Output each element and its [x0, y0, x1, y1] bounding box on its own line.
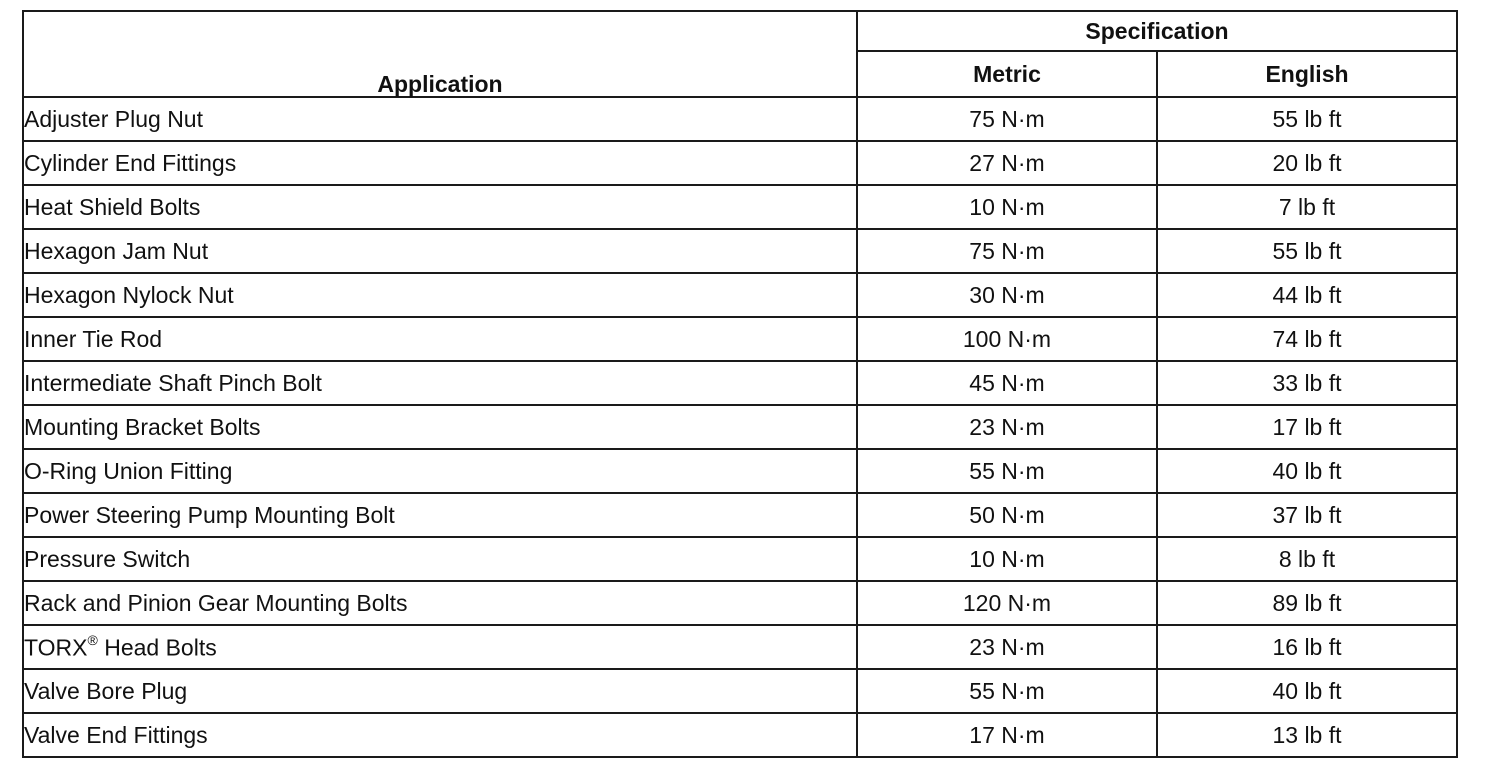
cell-application: Power Steering Pump Mounting Bolt	[23, 493, 857, 537]
cell-metric: 30 N·m	[857, 273, 1157, 317]
cell-english: 37 lb ft	[1157, 493, 1457, 537]
cell-application: Cylinder End Fittings	[23, 141, 857, 185]
cell-application: Rack and Pinion Gear Mounting Bolts	[23, 581, 857, 625]
cell-application: Pressure Switch	[23, 537, 857, 581]
table-row	[23, 405, 1457, 449]
cell-application-suffix: Head Bolts	[97, 634, 217, 661]
cell-application: Hexagon Nylock Nut	[23, 273, 857, 317]
cell-metric: 55 N·m	[857, 669, 1157, 713]
cell-application: Heat Shield Bolts	[23, 185, 857, 229]
header-english: English	[1157, 51, 1457, 97]
cell-metric: 100 N·m	[857, 317, 1157, 361]
cell-english: 16 lb ft	[1157, 625, 1457, 669]
cell-english: 8 lb ft	[1157, 537, 1457, 581]
table-row	[23, 229, 1457, 273]
cell-metric: 10 N·m	[857, 537, 1157, 581]
cell-english: 20 lb ft	[1157, 141, 1457, 185]
cell-application: Inner Tie Rod	[23, 317, 857, 361]
cell-english: 74 lb ft	[1157, 317, 1457, 361]
registered-mark: ®	[87, 631, 98, 648]
cell-english: 40 lb ft	[1157, 449, 1457, 493]
table-header	[23, 11, 1457, 97]
cell-metric: 75 N·m	[857, 97, 1157, 141]
cell-metric: 120 N·m	[857, 581, 1157, 625]
table-row	[23, 317, 1457, 361]
cell-application: Hexagon Jam Nut	[23, 229, 857, 273]
cell-english: 44 lb ft	[1157, 273, 1457, 317]
cell-english: 13 lb ft	[1157, 713, 1457, 757]
cell-metric: 23 N·m	[857, 405, 1157, 449]
table-row	[23, 97, 1457, 141]
header-application: Application	[23, 11, 857, 97]
cell-metric: 17 N·m	[857, 713, 1157, 757]
table-row	[23, 493, 1457, 537]
cell-metric: 23 N·m	[857, 625, 1157, 669]
cell-metric: 50 N·m	[857, 493, 1157, 537]
cell-metric: 27 N·m	[857, 141, 1157, 185]
cell-application: Valve Bore Plug	[23, 669, 857, 713]
table-row	[23, 669, 1457, 713]
header-specification: Specification	[857, 11, 1457, 51]
cell-application: Adjuster Plug Nut	[23, 97, 857, 141]
torque-specification-table	[22, 10, 1458, 758]
table-row	[23, 361, 1457, 405]
table-body	[23, 97, 1457, 757]
cell-english: 17 lb ft	[1157, 405, 1457, 449]
table-row	[23, 713, 1457, 757]
cell-application: Mounting Bracket Bolts	[23, 405, 857, 449]
cell-english: 7 lb ft	[1157, 185, 1457, 229]
table-row	[23, 185, 1457, 229]
cell-metric: 75 N·m	[857, 229, 1157, 273]
cell-metric: 55 N·m	[857, 449, 1157, 493]
table-row	[23, 141, 1457, 185]
cell-english: 55 lb ft	[1157, 229, 1457, 273]
table-row	[23, 581, 1457, 625]
table-row	[23, 449, 1457, 493]
cell-english: 33 lb ft	[1157, 361, 1457, 405]
cell-metric: 10 N·m	[857, 185, 1157, 229]
cell-application	[23, 625, 857, 669]
cell-application-text: TORX	[24, 634, 88, 661]
cell-english: 40 lb ft	[1157, 669, 1457, 713]
header-metric: Metric	[857, 51, 1157, 97]
cell-english: 89 lb ft	[1157, 581, 1457, 625]
cell-application: Valve End Fittings	[23, 713, 857, 757]
cell-english: 55 lb ft	[1157, 97, 1457, 141]
header-row-top	[23, 11, 1457, 51]
table-row	[23, 625, 1457, 669]
cell-metric: 45 N·m	[857, 361, 1157, 405]
cell-application: O-Ring Union Fitting	[23, 449, 857, 493]
table-row	[23, 273, 1457, 317]
cell-application: Intermediate Shaft Pinch Bolt	[23, 361, 857, 405]
table-row	[23, 537, 1457, 581]
